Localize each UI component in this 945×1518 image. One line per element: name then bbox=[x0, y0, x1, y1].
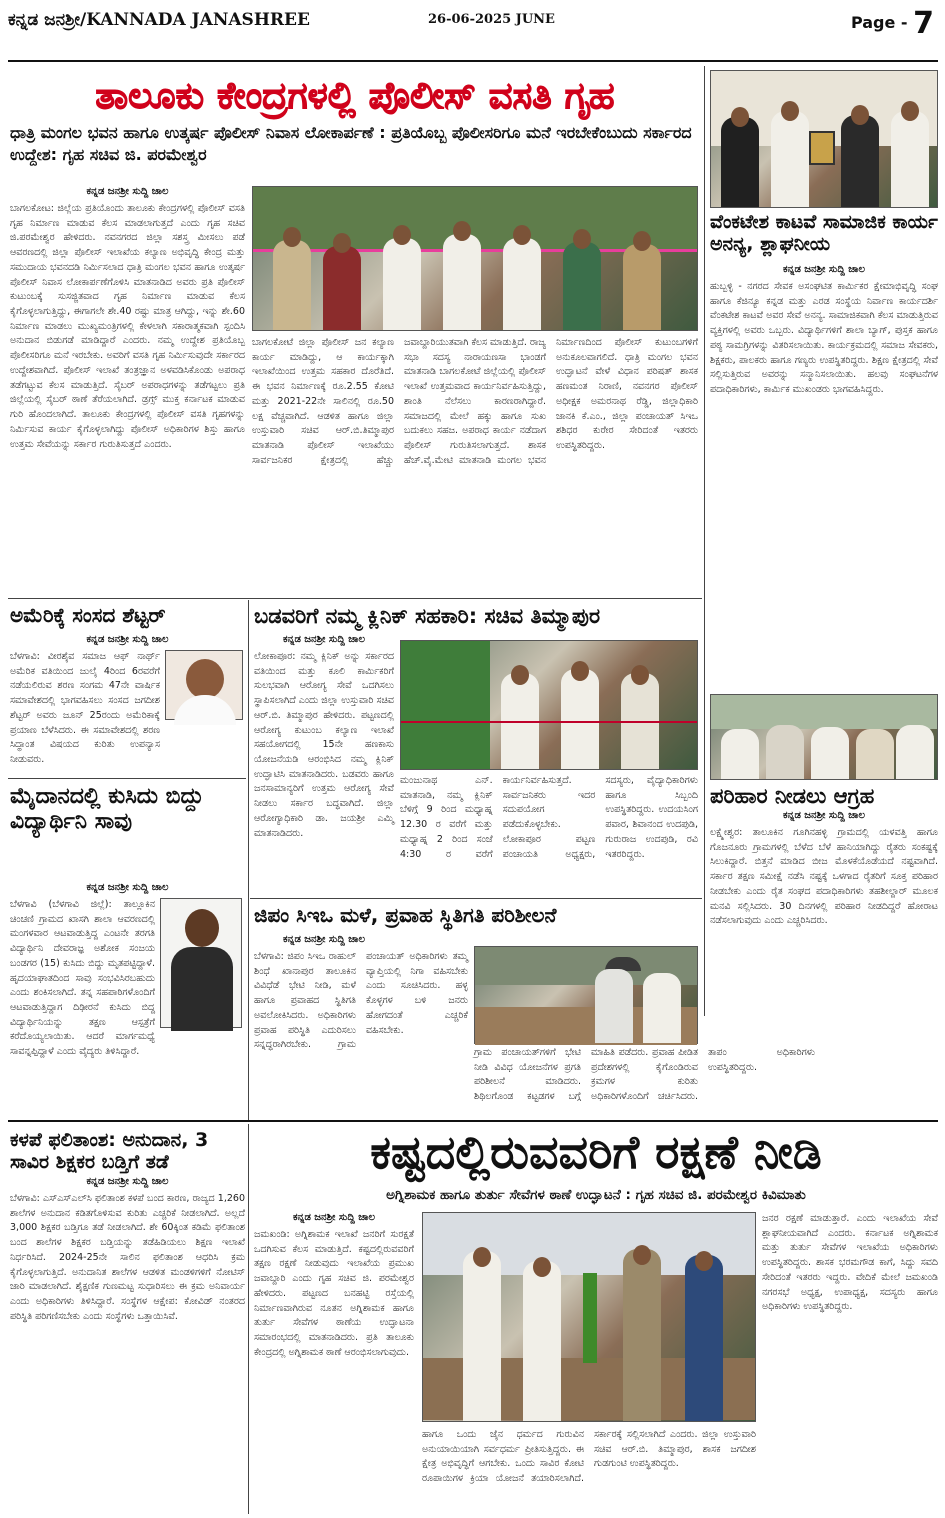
right-top-byline: ಕನ್ನಡ ಜನಶ್ರೀ ಸುದ್ದಿ ಜಾಲ bbox=[783, 264, 865, 275]
zp-body-b: ಗ್ರಾಮ ಪಂಚಾಯತ್‌ಗಳಿಗೆ ಭೇಟಿ ನೀಡಿ ವಿವಿಧ ಯೋಜನೆಗಳ ಪ್ರಗತಿ ಪರಿಶೀಲನೆ ಮಾಡಿದರು. ಶಿಥಿಲಗೊಂಡ ಕಟ್ಟಡಗಳ ಬಗ್ಗೆ ಮಾಹಿತಿ ಪಡೆದರು. ಪ್ರವಾಹ ಪೀಡಿತ ಪ್ರದೇಶಗಳಲ್ಲಿ ಕೈಗೊಂಡಿರುವ ಕ್ರಮಗಳ ಕುರಿತು ಅಧಿಕಾರಿಗಳೊಂದಿಗೆ ಚರ್ಚಿಸಿದರು. ತಾಪಂ ಅಧಿಕಾರಿಗಳು ಉಪಸ್ಥಿತರಿದ್ದರು. bbox=[474, 1047, 815, 1103]
lead-body-c-text: ಸಮಾಜದಲ್ಲಿ ಮೇಲೆ ಹಕ್ಕು ಹಾಗೂ ಸುಖ ಬದುಕಲು ಸಹಜ. ಅಪರಾಧ ಕಾರ್ಯ ನಡೆದಾಗ ಪೊಲೀಸ್ ಗುರುತಿಸಲಾಗುತ್ತದೆ. ಶಾಸಕ ಹೆಚ್.ವೈ.ಮೇಟಿ ಮಾತನಾಡಿ ಮಂಗಲ ಭವನ ನಿರ್ಮಾಣದಿಂದ ಪೊಲೀಸ್ ಕುಟುಂಬಗಳಿಗೆ ಅನುಕೂಲವಾಗಲಿದೆ. ಧಾತ್ರಿ ಮಂಗಲ ಭವನ ಉದ್ಘಾಟನೆ ವೇಳೆ ವಿಧಾನ ಪರಿಷತ್ ಶಾಸಕ ಹಣಮಂತ ನಿರಾಣಿ, ನವನಗರ ಪೊಲೀಸ್ ಅಧೀಕ್ಷಕ ಅಮರನಾಥ ರೆಡ್ಡಿ, ಜಿಲ್ಲಾಧಿಕಾರಿ ಜಾನಕಿ ಕೆ.ಎಂ., ಜಿಲ್ಲಾ ಪಂಚಾಯತ್ ಸಿಇಒ ಶಶಿಧರ ಕುರೇರ ಸೇರಿದಂತೆ ಇತರರು ಉಪಸ್ಥಿತರಿದ್ದರು. bbox=[404, 337, 698, 466]
parihara-body: ಲಕ್ಷ್ಮೇಶ್ವರ: ತಾಲೂಕಿನ ಗೂಗಿನಹಳ್ಳಿ ಗ್ರಾಮದಲ್ಲಿ ಯಳವತ್ತಿ ಹಾಗೂ ಗೊಜನೂರು ಗ್ರಾಮಗಳಲ್ಲಿ ಬೆಳೆದ ಬೆಳೆ ಹಾನಿಯಾಗಿದ್ದು ರೈತರು ಸಂಕಷ್ಟಕ್ಕೆ ಸಿಲುಕಿದ್ದಾರೆ. ಬಿತ್ತನೆ ಮಾಡಿದ ಬೀಜ ಮೊಳಕೆಯೊಡೆಯದೆ ನಷ್ಟವಾಗಿದೆ. ಸರ್ಕಾರ ತಕ್ಷಣ ಸಮೀಕ್ಷೆ ನಡೆಸಿ ನಷ್ಟಕ್ಕೆ ಒಳಗಾದ ರೈತರಿಗೆ ಸೂಕ್ತ ಪರಿಹಾರ ನೀಡಬೇಕು ಎಂದು ರೈತ ಸಂಘದ ಪದಾಧಿಕಾರಿಗಳು ತಹಶೀಲ್ದಾರ್ ಮೂಲಕ ಮನವಿ ಸಲ್ಲಿಸಿದರು. 30 ದಿನಗಳಲ್ಲಿ ಪರಿಹಾರ ನೀಡದಿದ್ದರೆ ಹೋರಾಟ ನಡೆಸಲಾಗುವುದು ಎಂದು ಎಚ್ಚರಿಸಿದರು. bbox=[710, 827, 938, 927]
zp-body-a: ಬೆಳಗಾವಿ: ಜಿಪಂ ಸಿಇಒ ರಾಹುಲ್ ಶಿಂಧೆ ಖಾನಾಪುರ ತಾಲೂಕಿನ ವಿವಿಧೆಡೆ ಭೇಟಿ ನೀಡಿ, ಮಳೆ ಹಾಗೂ ಪ್ರವಾಹದ ಸ್ಥಿತಿಗತಿ ಅವಲೋಕಿಸಿದರು. ಅಧಿಕಾರಿಗಳು ಪ್ರವಾಹ ಪರಿಸ್ಥಿತಿ ಎದುರಿಸಲು ಸನ್ನದ್ಧರಾಗಿರಬೇಕು. ಗ್ರಾಮ ಪಂಚಾಯತ್ ಅಧಿಕಾರಿಗಳು ತಮ್ಮ ವ್ಯಾಪ್ತಿಯಲ್ಲಿ ನಿಗಾ ವಹಿಸಬೇಕು ಎಂದು ಸೂಚಿಸಿದರು. ಹಳ್ಳ ಕೊಳ್ಳಗಳ ಬಳಿ ಜನರು ಹೋಗದಂತೆ ಎಚ್ಚರಿಕೆ ವಹಿಸಬೇಕು. bbox=[254, 951, 468, 1051]
masthead bbox=[8, 4, 938, 56]
fire-byline: ಕನ್ನಡ ಜನಶ್ರೀ ಸುದ್ದಿ ಜಾಲ bbox=[293, 1212, 375, 1223]
page-label: Page - bbox=[850, 13, 908, 32]
zp-headline: ಜಿಪಂ ಸಿಇಒ ಮಳೆ, ಪ್ರವಾಹ ಸ್ಥಿತಿಗತಿ ಪರಿಶೀಲನೆ bbox=[254, 903, 557, 927]
shettar-byline: ಕನ್ನಡ ಜನಶ್ರೀ ಸುದ್ದಿ ಜಾಲ bbox=[86, 634, 169, 645]
column-divider-2 bbox=[248, 600, 249, 1120]
fire-headline: ಕಷ್ಟದಲ್ಲಿರುವವರಿಗೆ ರಕ್ಷಣೆ ನೀಡಿ bbox=[370, 1125, 822, 1179]
lead-body-b-text: ಬಾಗಲಕೋಟೆ ಜಿಲ್ಲಾ ಪೊಲೀಸ್ ಜನ ಕಲ್ಯಾಣ ಕಾರ್ಯ ಮಾಡಿದ್ದು, ಆ ಕಾರ್ಯಕ್ಕಾಗಿ ಇಲಾಖೆಯಿಂದ ಉತ್ತಮ ಸಹಕಾರ ದೊರೆತಿದೆ. ಈ ಭವನ ನಿರ್ಮಾಣಕ್ಕೆ ರೂ.2.55 ಕೋಟಿ ಮತ್ತು 2021-22ನೇ ಸಾಲಿನಲ್ಲಿ ರೂ.50 ಲಕ್ಷ ವೆಚ್ಚವಾಗಿದೆ. ಆಡಳಿತ ಹಾಗೂ ಜಿಲ್ಲಾ ಉಸ್ತುವಾರಿ ಸಚಿವ ಆರ್.ಬಿ.ತಿಮ್ಮಾಪುರ ಮಾತನಾಡಿ ಪೊಲೀಸ್ ಇಲಾಖೆಯು ಸಾರ್ವಜನಿಕರ ಕ್ಷೇತ್ರದಲ್ಲಿ ಹೆಚ್ಚು ಜವಾಬ್ದಾರಿಯುತವಾಗಿ ಕೆಲಸ ಮಾಡುತ್ತಿದೆ. ರಾಜ್ಯ ಸಭಾ ಸದಸ್ಯ ನಾರಾಯಣಸಾ ಭಾಂಡಗೆ ಮಾತನಾಡಿ ಬಾಗಲಕೋಟೆ ಜಿಲ್ಲೆಯಲ್ಲಿ ಪೊಲೀಸ್ ಇಲಾಖೆ ಉತ್ತಮವಾದ ಕಾರ್ಯನಿರ್ವಹಿಸುತ್ತಿದ್ದು, ಶಾಂತಿ ನೆಲೆಸಲು ಕಾರಣರಾಗಿದ್ದಾರೆ. bbox=[252, 337, 546, 466]
clinic-headline: ಬಡವರಿಗೆ ನಮ್ಮ ಕ್ಲಿನಿಕ್ ಸಹಕಾರಿ: ಸಚಿವ ತಿಮ್ಮಾಪುರ bbox=[254, 604, 601, 628]
student-photo bbox=[160, 898, 242, 1028]
issue-date: 26-06-2025 JUNE bbox=[428, 12, 555, 27]
sslc-headline: ಕಳಪೆ ಫಲಿತಾಂಶ: ಅನುದಾನ, 3 ಸಾವಿರ ಶಿಕ್ಷಕರ ಬಡ್ತಿಗೆ ತಡೆ bbox=[10, 1129, 209, 1173]
parihara-headline: ಪರಿಹಾರ ನೀಡಲು ಆಗ್ರಹ bbox=[710, 784, 875, 808]
shettar-headline: ಅಮೆರಿಕ್ಕೆ ಸಂಸದ ಶೆಟ್ಟರ್ bbox=[10, 603, 166, 627]
brand-title: ಕನ್ನಡ ಜನಶ್ರೀ/KANNADA JANASHREE bbox=[8, 10, 310, 30]
column-divider-3 bbox=[248, 1124, 249, 1514]
fire-body-b: ಹಾಗೂ ಒಂದು ಜೈನ ಧರ್ಮದ ಗುರುವಿನ ಅನುಯಾಯಿಯಾಗಿ ಸರ್ವಧರ್ಮ ಪ್ರೀತಿಸುತ್ತಿದ್ದರು. ಈ ಕ್ಷೇತ್ರ ಅಭಿವೃದ್ಧಿಗೆ ಆಗಬೇಕು. ಒಂದು ಸಾವಿರ ಕೋಟಿ ರೂಪಾಯಿಗಳ ಕ್ರಿಯಾ ಯೋಜನೆ ತಯಾರಿಸಲಾಗಿದೆ. ಸರ್ಕಾರಕ್ಕೆ ಸಲ್ಲಿಸಲಾಗಿದೆ ಎಂದರು. ಜಿಲ್ಲಾ ಉಸ್ತುವಾರಿ ಸಚಿವ ಆರ್.ಬಿ. ತಿಮ್ಮಾಪುರ, ಶಾಸಕ ಜಗದೀಶ ಗುಡಗುಂಟಿ ಉಪಸ್ಥಿತರಿದ್ದರು. bbox=[422, 1429, 756, 1485]
student-headline: ಮೈದಾನದಲ್ಲಿ ಕುಸಿದು ಬಿದ್ದು ವಿದ್ಯಾರ್ಥಿನಿ ಸಾವು bbox=[10, 784, 204, 835]
parihara-photo bbox=[710, 694, 938, 780]
brand-english: KANNADA JANASHREE bbox=[86, 10, 310, 30]
brand-kannada: ಕನ್ನಡ ಜನಶ್ರೀ bbox=[8, 10, 80, 30]
fire-photo bbox=[422, 1212, 756, 1422]
lead-body-b bbox=[252, 336, 698, 592]
clinic-body-a: ಲೋಕಾಪೂರ: ನಮ್ಮ ಕ್ಲಿನಿಕ್ ಅನ್ನು ಸರ್ಕಾರದ ವತಿಯಿಂದ ಮತ್ತು ಕೂಲಿ ಕಾರ್ಮಿಕರಿಗೆ ಸುಲಭವಾಗಿ ಆರೋಗ್ಯ ಸೇವೆ ಒದಗಿಸಲು ಸ್ಥಾಪಿಸಲಾಗಿದೆ ಎಂದು ಜಿಲ್ಲಾ ಉಸ್ತುವಾರಿ ಸಚಿವ ಆರ್.ಬಿ. ತಿಮ್ಮಾಪುರ ಹೇಳಿದರು. ಪಟ್ಟಣದಲ್ಲಿ ಆರೋಗ್ಯ ಕುಟುಂಬ ಕಲ್ಯಾಣ ಇಲಾಖೆ ಸಹಯೋಗದಲ್ಲಿ 15ನೇ ಹಣಕಾಸು ಯೋಜನೆಯಡಿ ಆರಂಭಿಸಿದ ನಮ್ಮ ಕ್ಲಿನಿಕ್ ಉದ್ಘಾಟಿಸಿ ಮಾತನಾಡಿದರು. ಬಡವರು ಹಾಗೂ ಜನಸಾಮಾನ್ಯರಿಗೆ ಉತ್ತಮ ಆರೋಗ್ಯ ಸೇವೆ ನೀಡಲು ಸರ್ಕಾರ ಬದ್ಧವಾಗಿದೆ. ಜಿಲ್ಲಾ ಆರೋಗ್ಯಾಧಿಕಾರಿ ಡಾ. ಜಯಶ್ರೀ ಎಮ್ಮಿ ಮಾತನಾಡಿದರು. bbox=[254, 651, 394, 839]
student-byline: ಕನ್ನಡ ಜನಶ್ರೀ ಸುದ್ದಿ ಜಾಲ bbox=[86, 882, 169, 893]
clinic-photo bbox=[400, 640, 698, 770]
column-divider bbox=[704, 66, 705, 1016]
parihara-byline: ಕನ್ನಡ ಜನಶ್ರೀ ಸುದ್ದಿ ಜಾಲ bbox=[783, 810, 865, 821]
shettar-body: ಬೆಳಗಾವಿ: ವೀರಶೈವ ಸಮಾಜ ಆಫ್ ನಾರ್ಥ್ ಅಮೆರಿಕ ವತಿಯಿಂದ ಜುಲೈ 4ರಿಂದ 6ರವರೆಗೆ ನಡೆಯಲಿರುವ ಶರಣ ಸಂಗಮ 47ನೇ ವಾರ್ಷಿಕ ಸಮಾವೇಶದಲ್ಲಿ ಭಾಗವಹಿಸಲು ಸಂಸದ ಜಗದೀಶ ಶೆಟ್ಟರ್ ಅವರು ಜೂನ್ 25ರಂದು ಅಮೆರಿಕಾಕ್ಕೆ ಪ್ರಯಾಣ ಬೆಳೆಸಿದರು. ಈ ಸಮಾವೇಶದಲ್ಲಿ ಶರಣ ಸಿದ್ಧಾಂತ ವಿಷಯದ ಕುರಿತು ಉಪನ್ಯಾಸ ನೀಡುವರು. bbox=[10, 651, 160, 766]
sslc-body: ಬೆಳಗಾವಿ: ಎಸ್‌ಎಸ್‌ಎಲ್‌ಸಿ ಫಲಿತಾಂಶ ಕಳಪೆ ಬಂದ ಕಾರಣ, ರಾಜ್ಯದ 1,260 ಶಾಲೆಗಳ ಅನುದಾನ ಕಡಿತಗೊಳಿಸುವ ಕುರಿತು ಎಚ್ಚರಿಕೆ ನೀಡಲಾಗಿದೆ. ಅಲ್ಲದೆ 3,000 ಶಿಕ್ಷಕರ ಬಡ್ತಿಗೂ ತಡೆ ನೀಡಲಾಗಿದೆ. ಶೇ 60ಕ್ಕಿಂತ ಕಡಿಮೆ ಫಲಿತಾಂಶ ಬಂದ ಶಾಲೆಗಳ ಶಿಕ್ಷಕರ ಬಡ್ತಿಯನ್ನು ತಡೆಹಿಡಿಯಲು ಶಿಕ್ಷಣ ಇಲಾಖೆ ನಿರ್ಧರಿಸಿದೆ. 2024-25ನೇ ಸಾಲಿನ ಫಲಿತಾಂಶ ಆಧರಿಸಿ ಕ್ರಮ ಕೈಗೊಳ್ಳಲಾಗುತ್ತಿದೆ. ಅನುದಾನಿತ ಶಾಲೆಗಳ ಆಡಳಿತ ಮಂಡಳಿಗಳಿಗೆ ನೋಟಿಸ್ ಜಾರಿ ಮಾಡಲಾಗಿದೆ. ಶೈಕ್ಷಣಿಕ ಗುಣಮಟ್ಟ ಸುಧಾರಿಸಲು ಈ ಕ್ರಮ ಅನಿವಾರ್ಯ ಎಂದು ಅಧಿಕಾರಿಗಳು ತಿಳಿಸಿದ್ದಾರೆ. ಸಂಸ್ಥೆಗಳ ಆಕ್ಷೇಪ: ಕೋವಿಡ್ ನಂತರದ ಪರಿಸ್ಥಿತಿ ಪರಿಗಣಿಸಬೇಕು ಎಂದು ಸಂಸ್ಥೆಗಳು ಒತ್ತಾಯಿಸಿವೆ. bbox=[10, 1193, 245, 1322]
zp-photo bbox=[474, 946, 698, 1044]
award-photo bbox=[710, 70, 938, 208]
fire-body-c: ಜನರ ರಕ್ಷಣೆ ಮಾಡುತ್ತಾರೆ. ಎಂದು ಇಲಾಖೆಯ ಸೇವೆ ಶ್ಲಾಘನೀಯವಾಗಿದೆ ಎಂದರು. ಕರ್ನಾಟಕ ಅಗ್ನಿಶಾಮಕ ಮತ್ತು ತುರ್ತು ಸೇವೆಗಳ ಇಲಾಖೆಯ ಅಧಿಕಾರಿಗಳು ಉಪಸ್ಥಿತರಿದ್ದರು. ಶಾಸಕ ಭರಮಗೌಡ ಕಾಗೆ, ಸಿದ್ದು ಸವದಿ ಸೇರಿದಂತೆ ಇತರರು ಇದ್ದರು. ವೇದಿಕೆ ಮೇಲೆ ಜಮಖಂಡಿ ನಗರಸಭೆ ಅಧ್ಯಕ್ಷ, ಉಪಾಧ್ಯಕ್ಷ, ಸದಸ್ಯರು ಹಾಗೂ ಅಧಿಕಾರಿಗಳು ಉಪಸ್ಥಿತರಿದ್ದರು. bbox=[762, 1213, 938, 1313]
sslc-byline: ಕನ್ನಡ ಜನಶ್ರೀ ಸುದ್ದಿ ಜಾಲ bbox=[86, 1176, 169, 1187]
lead-headline: ತಾಲೂಕು ಕೇಂದ್ರಗಳಲ್ಲಿ ಪೊಲೀಸ್ ವಸತಿ ಗೃಹ bbox=[95, 74, 615, 117]
fire-subheadline: ಅಗ್ನಿಶಾಮಕ ಹಾಗೂ ತುರ್ತು ಸೇವೆಗಳ ಠಾಣೆ ಉದ್ಘಾಟನೆ : ಗೃಹ ಸಚಿವ ಜಿ. ಪರಮೇಶ್ವರ ಕಿವಿಮಾತು bbox=[386, 1187, 806, 1203]
page-number bbox=[851, 6, 934, 41]
section-divider-2 bbox=[8, 778, 246, 779]
masthead-rule bbox=[8, 60, 938, 62]
right-top-body: ಹುಬ್ಬಳ್ಳಿ - ನಗರದ ಸೇವಕ ಅಸಂಘಟಿತ ಕಾರ್ಮಿಕರ ಕ್ಷೇಮಾಭಿವೃದ್ಧಿ ಸಂಘ ಹಾಗೂ ಕೆಜಿನ್ಯೂ ಕನ್ನಡ ಮತ್ತು ಎರಡ ಸಂಸ್ಥೆಯ ನಿರ್ವಾಣ ಕಾರ್ಯದರ್ಶಿ ವೆಂಕಟೇಶ ಕಾಟವೆ ಅವರ ಸೇವೆ ಅನನ್ಯ. ಸಾಮಾಜಿಕವಾಗಿ ಕೆಲಸ ಮಾಡುತ್ತಿರುವ ವ್ಯಕ್ತಿಗಳಲ್ಲಿ ಅವರು ಒಬ್ಬರು. ವಿದ್ಯಾರ್ಥಿಗಳಿಗೆ ಶಾಲಾ ಬ್ಯಾಗ್, ಪುಸ್ತಕ ಹಾಗೂ ಪಠ್ಯ ಸಾಮಗ್ರಿಗಳನ್ನು ವಿತರಿಸಲಾಯಿತು. ಕಾರ್ಯಕ್ರಮದಲ್ಲಿ ಸಮಾಜ ಸೇವಕರು, ಶಿಕ್ಷಕರು, ಪಾಲಕರು ಹಾಗೂ ಗಣ್ಯರು ಉಪಸ್ಥಿತರಿದ್ದರು. ಶಿಕ್ಷಣ ಕ್ಷೇತ್ರದಲ್ಲಿ ಸೇವೆ ಸಲ್ಲಿಸುತ್ತಿರುವ ಅವರನ್ನು ಸನ್ಮಾನಿಸಲಾಯಿತು. ಹಲವು ಸಂಘಟನೆಗಳ ಪದಾಧಿಕಾರಿಗಳು, ಕಾರ್ಮಿಕ ಮುಖಂಡರು ಭಾಗವಹಿಸಿದ್ದರು. bbox=[710, 281, 938, 396]
lead-photo bbox=[252, 186, 698, 331]
lead-byline: ಕನ್ನಡ ಜನಶ್ರೀ ಸುದ್ದಿ ಜಾಲ bbox=[86, 186, 169, 197]
clinic-body-b: ಮಂಜುನಾಥ ಎನ್. ಮಾತನಾಡಿ, ನಮ್ಮ ಕ್ಲಿನಿಕ್ ಬೆಳಿಗ್ಗೆ 9 ರಿಂದ ಮಧ್ಯಾಹ್ನ 12.30 ರ ವರೆಗೆ ಮತ್ತು ಮಧ್ಯಾಹ್ನ 2 ರಿಂದ ಸಂಜೆ 4:30 ರ ವರೆಗೆ ಕಾರ್ಯನಿರ್ವಹಿಸುತ್ತದೆ. ಸಾರ್ವಜನಿಕರು ಇದರ ಸದುಪಯೋಗ ಪಡೆದುಕೊಳ್ಳಬೇಕು. ಲೋಕಾಪೂರ ಪಟ್ಟಣ ಪಂಚಾಯತಿ ಅಧ್ಯಕ್ಷರು, ಸದಸ್ಯರು, ವೈದ್ಯಾಧಿಕಾರಿಗಳು ಹಾಗೂ ಸಿಬ್ಬಂದಿ ಉಪಸ್ಥಿತರಿದ್ದರು. ಉದಯಸಿಂಗ ಪವಾರ, ಶಿವಾನಂದ ಉದಪುಡಿ, ಗುರುರಾಜ ಉದಪುಡಿ, ರವಿ ಇತರರಿದ್ದರು. bbox=[400, 775, 698, 860]
shettar-photo bbox=[165, 650, 243, 720]
section-divider-1 bbox=[8, 598, 702, 599]
student-body: ಬೆಳಗಾವಿ (ಬೆಳಗಾವಿ ಜಿಲ್ಲೆ): ತಾಲ್ಲೂಕಿನ ಚಿಂಚಣಿ ಗ್ರಾಮದ ಖಾಸಗಿ ಶಾಲಾ ಆವರಣದಲ್ಲಿ ಮಂಗಳವಾರ ಆಟವಾಡುತ್ತಿದ್ದ ಎಂಟನೇ ತರಗತಿ ವಿದ್ಯಾರ್ಥಿನಿ ದೇವರಾಜ್ಞ ಅಶೋಕ ಸಂಜಯ ಬಂಡಗರ (15) ಕುಸಿದು ಬಿದ್ದು ಮೃತಪಟ್ಟಿದ್ದಾಳೆ. ಹೃದಯಾಘಾತದಿಂದ ಸಾವು ಸಂಭವಿಸಿರಬಹುದು ಎಂದು ಶಂಕಿಸಲಾಗಿದೆ. ತನ್ನ ಸಹಪಾಠಿಗಳೊಂದಿಗೆ ಆಟವಾಡುತ್ತಿದ್ದಾಗ ದಿಢೀರನೆ ಕುಸಿದು ಬಿದ್ದ ವಿದ್ಯಾರ್ಥಿನಿಯನ್ನು ತಕ್ಷಣ ಆಸ್ಪತ್ರೆಗೆ ಕರೆದೊಯ್ಯಲಾಯಿತು. ಆದರೆ ಮಾರ್ಗಮಧ್ಯೆ ಸಾವನ್ನಪ್ಪಿದ್ದಾಳೆ ಎಂದು ವೈದ್ಯರು ತಿಳಿಸಿದ್ದಾರೆ. bbox=[10, 899, 155, 1058]
section-divider-3 bbox=[250, 898, 702, 899]
clinic-byline: ಕನ್ನಡ ಜನಶ್ರೀ ಸುದ್ದಿ ಜಾಲ bbox=[283, 634, 365, 645]
lead-subheadline: ಧಾತ್ರಿ ಮಂಗಲ ಭವನ ಹಾಗೂ ಉತ್ಕರ್ಷ ಪೊಲೀಸ್ ನಿವಾಸ ಲೋಕಾರ್ಪಣೆ : ಪ್ರತಿಯೊಬ್ಬ ಪೊಲೀಸರಿಗೂ ಮನೆ ಇರಬೇಕೆಂಬುದು ಸರ್ಕಾರದ ಉದ್ದೇಶ: ಗೃಹ ಸಚಿವ ಜಿ. ಪರಮೇಶ್ವರ bbox=[10, 123, 692, 164]
lower-rule bbox=[8, 1120, 938, 1122]
right-top-headline: ವೆಂಕಟೇಶ ಕಾಟವೆ ಸಾಮಾಜಿಕ ಕಾರ್ಯ ಅನನ್ಯ, ಶ್ಲಾಘನೀಯ bbox=[710, 211, 938, 255]
zp-byline: ಕನ್ನಡ ಜನಶ್ರೀ ಸುದ್ದಿ ಜಾಲ bbox=[283, 934, 365, 945]
page-number-value: 7 bbox=[913, 6, 934, 41]
fire-body-a: ಜಮಖಂಡಿ: ಅಗ್ನಿಶಾಮಕ ಇಲಾಖೆ ಜನರಿಗೆ ಸುರಕ್ಷತೆ ಒದಗಿಸುವ ಕೆಲಸ ಮಾಡುತ್ತಿದೆ. ಕಷ್ಟದಲ್ಲಿರುವವರಿಗೆ ತಕ್ಷಣ ರಕ್ಷಣೆ ನೀಡುವುದು ಇಲಾಖೆಯ ಪ್ರಮುಖ ಜವಾಬ್ದಾರಿ ಎಂದು ಗೃಹ ಸಚಿವ ಜಿ. ಪರಮೇಶ್ವರ ಹೇಳಿದರು. ಪಟ್ಟಣದ ಬನಹಟ್ಟಿ ರಸ್ತೆಯಲ್ಲಿ ನಿರ್ಮಾಣವಾಗಿರುವ ನೂತನ ಅಗ್ನಿಶಾಮಕ ಹಾಗೂ ತುರ್ತು ಸೇವೆಗಳ ಠಾಣೆಯ ಉದ್ಘಾಟನಾ ಸಮಾರಂಭದಲ್ಲಿ ಮಾತನಾಡಿದರು. ಪ್ರತಿ ತಾಲೂಕು ಕೇಂದ್ರದಲ್ಲಿ ಅಗ್ನಿಶಾಮಕ ಠಾಣೆ ಆರಂಭಿಸಲಾಗುವುದು. bbox=[254, 1229, 414, 1358]
lead-body-a: ಬಾಗಲಕೋಟ: ಜಿಲ್ಲೆಯ ಪ್ರತಿಯೊಂದು ತಾಲೂಕು ಕೇಂದ್ರಗಳಲ್ಲಿ ಪೊಲೀಸ್ ವಸತಿ ಗೃಹ ನಿರ್ಮಾಣ ಮಾಡುವ ಕೆಲಸ ಮಾಡಲಾಗುತ್ತದೆ ಎಂದು ಗೃಹ ಸಚಿವ ಜಿ.ಪರಮೇಶ್ವರ ಹೇಳಿದರು. ನವನಗರದ ಜಿಲ್ಲಾ ಸಶಸ್ತ್ರ ಮೀಸಲು ಪಡೆ ಆವರಣದಲ್ಲಿ ಜಿಲ್ಲಾ ಪೊಲೀಸ್ ಇಲಾಖೆಯ ಕಲ್ಯಾಣ ಅಭಿವೃದ್ಧಿ ಕೇಂದ್ರ ಮತ್ತು ಸಮುದಾಯ ಭವನದಡಿ ನಿರ್ಮಿಸಲಾದ ಧಾತ್ರಿ ಮಂಗಲ ಭವನ ಹಾಗೂ ಉತ್ಕರ್ಷ ಪೊಲೀಸ್ ನಿವಾಸ ಲೋಕಾರ್ಪಣೆಗೊಳಿಸಿ ಮಾತನಾಡಿದ ಅವರು ಪ್ರತಿ ಪೊಲೀಸ್ ಕುಟುಂಬಕ್ಕೆ ಸುಸಜ್ಜಿತವಾದ ಗೃಹ ನಿರ್ಮಾಣ ಮಾಡುವ ಕೆಲಸ ಕೈಗೊಳ್ಳಲಾಗುತ್ತಿದ್ದು, ಈಗಾಗಲೇ ಶೇ.40 ರಷ್ಟು ಮಾತ್ರ ಆಗಿದ್ದು, ಇನ್ನು ಶೇ.60 ನಿರ್ಮಾಣ ಮಾಡಲು ಮುಖ್ಯಮಂತ್ರಿಗಳಲ್ಲಿ ಕೇಳಲಾಗಿ ಸಕಾರಾತ್ಮಕವಾಗಿ ಸ್ಪಂದಿಸಿ ಅನುದಾನ ಬಿಡುಗಡೆ ಮಾಡಿದ್ದಾರೆ ಎಂದರು. ನಮ್ಮ ಉದ್ದೇಶ ಪ್ರತಿಯೊಬ್ಬ ಪೊಲೀಸರಿಗೂ ಮನೆ ಇರಬೇಕು. ಅವರಿಗೆ ವಸತಿ ಗೃಹ ನಿರ್ಮಿಸುವುದೇ ಸರ್ಕಾರದ ಉದ್ದೇಶವಾಗಿದೆ. ಪೊಲೀಸ್ ಇಲಾಖೆ ತಂತ್ರಜ್ಞಾನ ಅಳವಡಿಸಿಕೊಂಡು ಅಪರಾಧ ತಡೆಗಟ್ಟುವ ಕೆಲಸ ಮಾಡುತ್ತಿದೆ. ಸೈಬರ್ ಅಪರಾಧಗಳನ್ನು ತಡೆಗಟ್ಟಲು ಪ್ರತಿ ಜಿಲ್ಲೆಯಲ್ಲಿ ಸೈಬರ್ ಠಾಣೆ ತೆರೆಯಲಾಗಿದೆ. ಡ್ರಗ್ಸ್ ಮುಕ್ತ ಕರ್ನಾಟಕ ಮಾಡುವ ಗುರಿ ಹೊಂದಲಾಗಿದೆ. ತಾಲೂಕು ಕೇಂದ್ರಗಳಲ್ಲಿ ಪೊಲೀಸ್ ವಸತಿ ಗೃಹಗಳನ್ನು ನಿರ್ಮಿಸುವ ಕಾರ್ಯ ಕೈಗೊಳ್ಳಲಾಗಿದ್ದು ಪೊಲೀಸ್ ಅಧಿಕಾರಿಗಳ ಶಿಸ್ತು ಹಾಗೂ ಉತ್ತಮ ಸೇವೆಯನ್ನು ಸರ್ಕಾರ ಗುರುತಿಸುತ್ತದೆ ಎಂದರು. bbox=[10, 203, 245, 450]
